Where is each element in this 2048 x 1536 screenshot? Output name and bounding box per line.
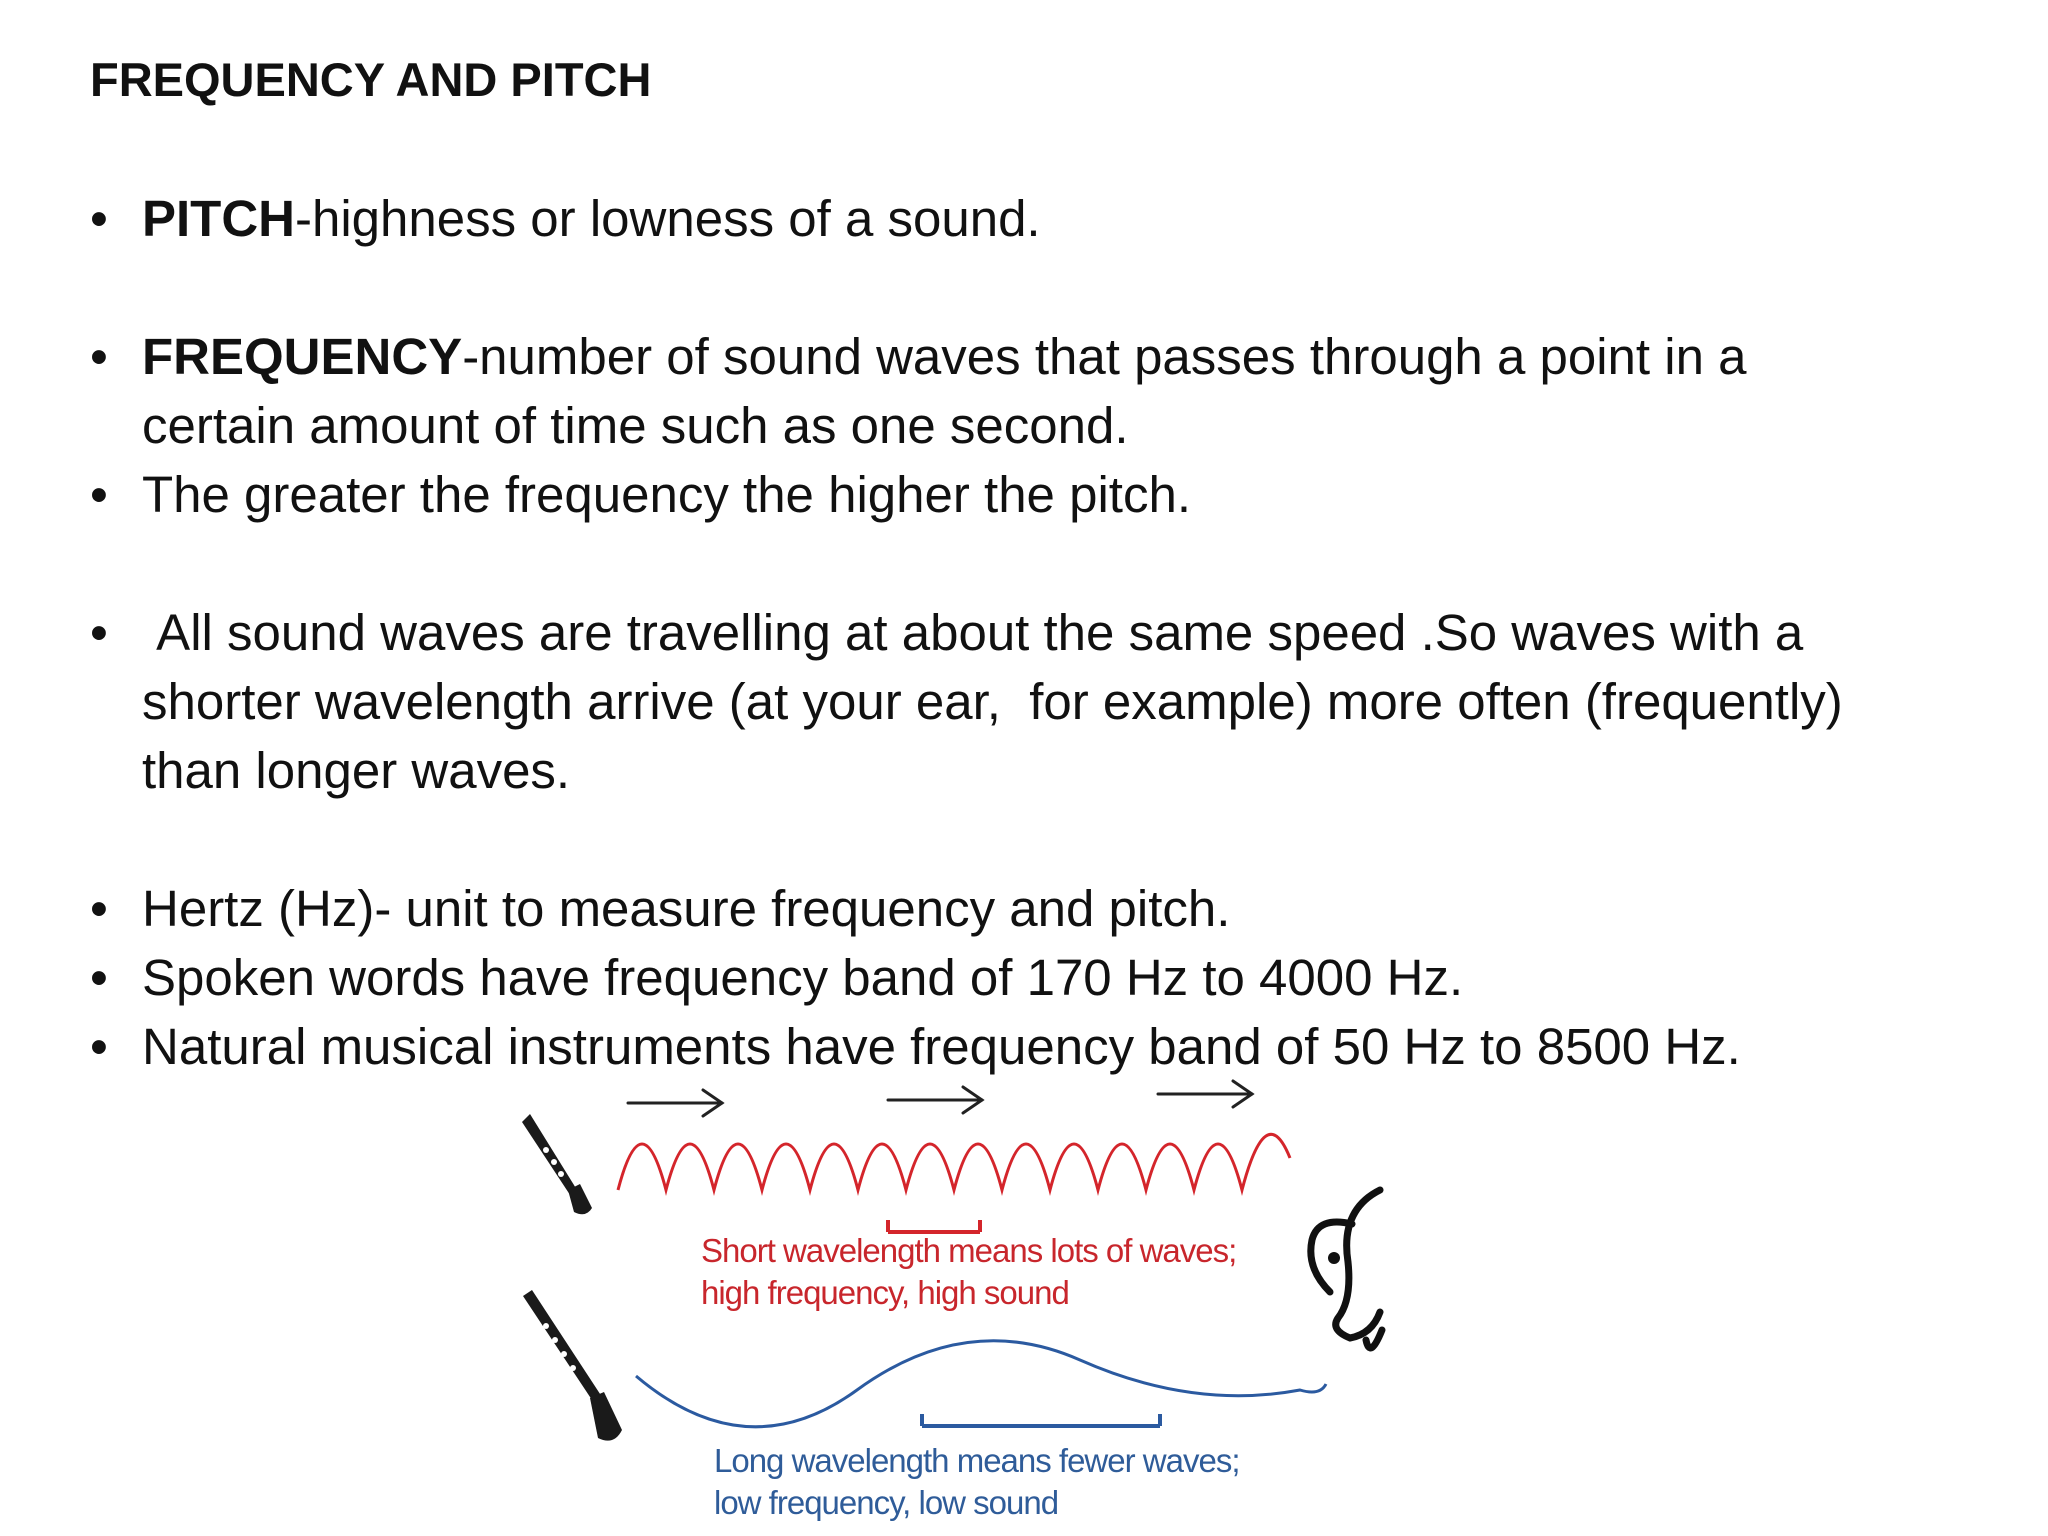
bullet-list: [90, 0, 1990, 1100]
long-wavelength-wave: [636, 1341, 1326, 1427]
short-wavelength-caption-line1: Short wavelength means lots of waves;: [701, 1232, 1237, 1269]
bullet-dot: •: [90, 604, 108, 661]
bullet-text: Hertz (Hz)- unit to measure frequency and pitch.: [142, 880, 1231, 937]
flute-icon: [523, 1290, 622, 1441]
term-frequency: FREQUENCY: [142, 328, 463, 385]
definition-pitch: -highness or lowness of a sound.: [295, 190, 1041, 247]
slide-title: FREQUENCY AND PITCH: [90, 53, 652, 106]
bullet-text: All sound waves are travelling at about the same speed .So waves with a shorter wavelength arrive (at your ear, for example) more often (frequently) than longer waves.: [142, 604, 1857, 799]
short-wavelength-caption: [701, 1230, 1236, 1314]
long-wavelength-bracket: [922, 1414, 1160, 1426]
long-wavelength-caption: [714, 1440, 1240, 1524]
bullet-text: [142, 322, 1862, 460]
bullet-text: Spoken words have frequency band of 170 Hz to 4000 Hz.: [142, 949, 1464, 1006]
bullet-text: The greater the frequency the higher the pitch.: [142, 466, 1191, 523]
definition-frequency: -number of sound waves that passes through a point in a certain amount of time such as one second.: [142, 328, 1747, 454]
bullet-dot: •: [90, 190, 108, 247]
bullet-dot: •: [90, 949, 108, 1006]
bullet-dot: •: [90, 328, 108, 385]
bullet-dot: •: [90, 466, 108, 523]
long-wavelength-caption-line1: Long wavelength means fewer waves;: [714, 1442, 1240, 1479]
term-pitch: PITCH: [142, 190, 295, 247]
ear-icon: [1311, 1190, 1382, 1348]
flute-icon: [522, 1114, 592, 1214]
long-wavelength-caption-line2: low frequency, low sound: [714, 1484, 1059, 1521]
bullet-text: [142, 184, 1902, 253]
bullet-text: Natural musical instruments have frequency band of 50 Hz to 8500 Hz.: [142, 1018, 1741, 1075]
short-wavelength-wave: [618, 1134, 1290, 1190]
bullet-dot: •: [90, 880, 108, 937]
short-wavelength-caption-line2: high frequency, high sound: [701, 1274, 1069, 1311]
bullet-dot: •: [90, 1018, 108, 1075]
